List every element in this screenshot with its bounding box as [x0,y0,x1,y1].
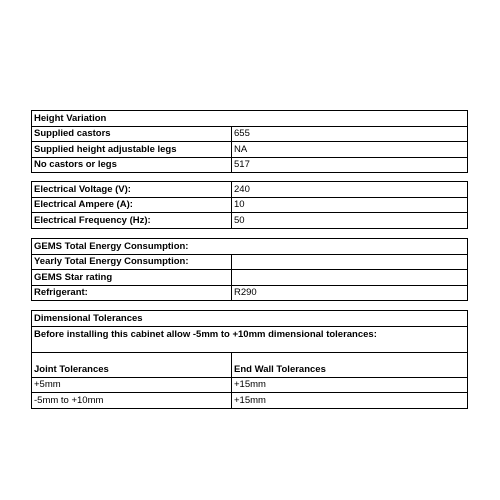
row-value [232,270,468,286]
row-label: Yearly Total Energy Consumption: [32,254,232,270]
table-row [32,182,468,198]
row-label: Electrical Voltage (V): [32,182,232,198]
tolerances-title: Dimensional Tolerances [32,311,468,327]
table-row [32,285,468,301]
table-row [32,197,468,213]
energy-table [31,238,468,301]
joint-value: -5mm to +10mm [32,393,232,409]
gems-total-energy-label: GEMS Total Energy Consumption: [32,239,468,255]
row-value [232,254,468,270]
row-value: 655 [232,126,468,142]
row-label: GEMS Star rating [32,270,232,286]
row-value: 50 [232,213,468,229]
row-value: 517 [232,157,468,173]
end-wall-value: +15mm [232,377,468,393]
row-value: NA [232,142,468,158]
joint-tolerances-header: Joint Tolerances [32,352,232,377]
row-value: 10 [232,197,468,213]
row-label: No castors or legs [32,157,232,173]
table-row [32,270,468,286]
end-wall-value: +15mm [232,393,468,409]
table-row [32,393,468,409]
electrical-table [31,181,468,229]
tolerances-table [31,310,468,409]
row-label: Electrical Ampere (A): [32,197,232,213]
row-label: Electrical Frequency (Hz): [32,213,232,229]
table-row [32,126,468,142]
table-row [32,377,468,393]
table-row [32,157,468,173]
height-variation-table [31,110,468,173]
row-label: Supplied castors [32,126,232,142]
table-row [32,142,468,158]
tolerances-note: Before installing this cabinet allow -5mm to +10mm dimensional tolerances: [32,326,468,352]
table-row [32,254,468,270]
table-row [32,213,468,229]
table-header-row [32,352,468,377]
joint-value: +5mm [32,377,232,393]
end-wall-tolerances-header: End Wall Tolerances [232,352,468,377]
row-value: 240 [232,182,468,198]
row-label: Supplied height adjustable legs [32,142,232,158]
height-variation-title: Height Variation [32,111,468,127]
row-label: Refrigerant: [32,285,232,301]
row-value: R290 [232,285,468,301]
